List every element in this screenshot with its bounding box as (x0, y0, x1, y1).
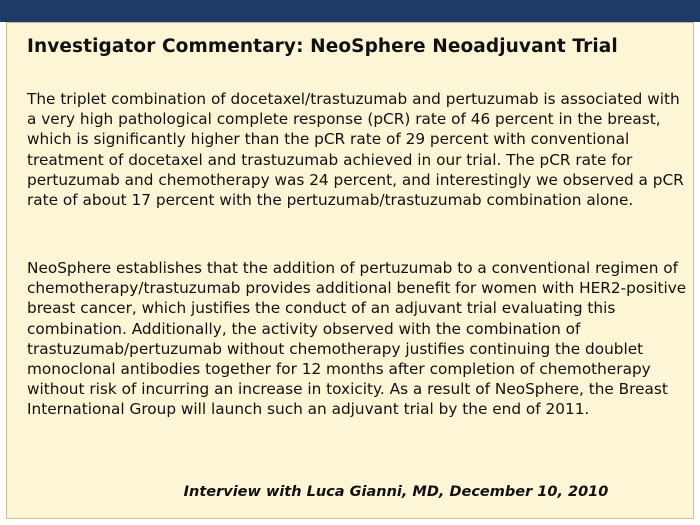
interview-credit-text: Interview with Luca Gianni, MD, December 10, 2010 (183, 484, 609, 500)
commentary-paragraph-1: The triplet combination of docetaxel/trastuzumab and pertuzumab is associated with a very high pathological complete response (pCR) rate of 46 percent in the breast, which is significantly higher than the pCR rate of 29 percent with conventional treatment of docetaxel and trastuzumab achieved in our trial. The pCR rate for pertuzumab and chemotherapy was 24 percent, and interestingly we observed a pCR rate of about 17 percent with the pertuzumab/trastuzumab combination alone. (27, 90, 684, 210)
slide-title: Investigator Commentary: NeoSphere Neoadjuvant Trial (27, 36, 618, 57)
header-bar (0, 0, 700, 22)
interview-credit-line (0, 484, 700, 500)
commentary-paragraph-2: NeoSphere establishes that the addition of pertuzumab to a conventional regimen of chemotherapy/trastuzumab provides additional benefit for women with HER2-positive breast cancer, which justifies the conduct of an adjuvant trial evaluating this combination. Additionally, the activity observed with the combination of trastuzumab/pertuzumab without chemotherapy justifies continuing the doublet monoclonal antibodies together for 12 months after completion of chemotherapy without risk of incurring an increase in toxicity. As a result of NeoSphere, the Breast International Group will launch such an adjuvant trial by the end of 2011. (27, 259, 687, 419)
